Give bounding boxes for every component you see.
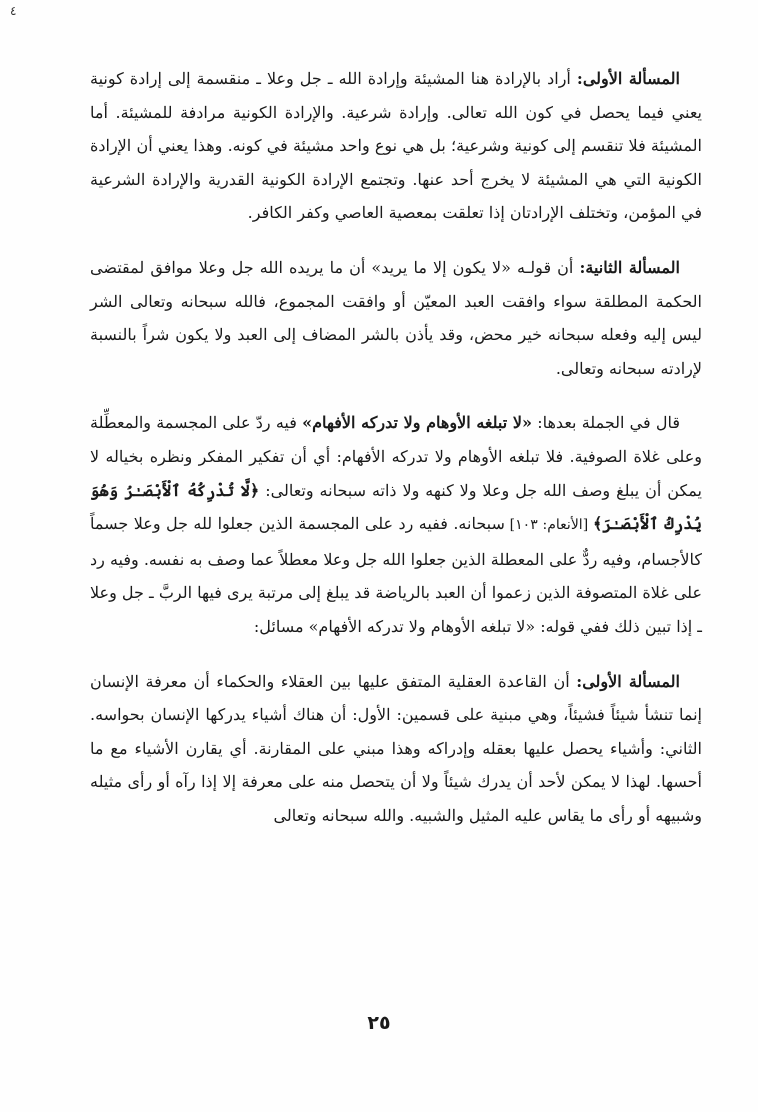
paragraph-commentary bbox=[90, 406, 702, 643]
paragraph-text: أراد بالإرادة هنا المشيئة وإرادة الله ـ جل وعلا ـ منقسمة إلى إرادة كونية يعني فيما يحصل في كون الله تعالى. وإرادة شرعية. والإرادة الكونية مرادفة للمشيئة. أما المشيئة فلا تنقسم إلى كونية وشرعية؛ بل هي نوع واحد مشيئة في كونه. وهذا يعني أن الإرادة الكونية التي هي المشيئة لا يخرج أحد عنها. وتجتمع الإرادة الكونية القدرية والإرادة الشرعية في المؤمن، وتختلف الإرادتان إذا تعلقت بمعصية العاصي وكفر الكافر. bbox=[90, 69, 703, 223]
paragraph-text: قال في الجملة بعدها: bbox=[532, 413, 681, 433]
paragraph-text: سبحانه. ففيه رد على المجسمة الذين جعلوا لله جل وعلا جسماً كالأجسام، وفيه ردٌّ على المعطلة الذين جعلوا الله جل وعلا معطلاً عما وصف به نفسه. وفيه رد على غلاة المتصوفة الذين زعموا أن العبد بالرياضة قد يبلغ إلى مرتبة يرى فيها الربَّ ـ جل وعلا ـ إذا تبين ذلك ففي قوله: «لا تبلغه الأوهام ولا تدركه الأفهام» مسائل: bbox=[90, 514, 702, 636]
paragraph-text: فيه ردّ على المجسمة والمعطِّلة وعلى غلاة الصوفية. فلا تبلغه الأوهام ولا تدركه الأفهام: أي أن تفكير المفكر ونظره بخياله لا يمكن أن يبلغ وصف الله جل وعلا ولا كنهه ولا ذاته سبحانه وتعالى: bbox=[90, 413, 702, 500]
paragraph-second-issue bbox=[90, 251, 702, 385]
bold-quotation: «لا تبلغه الأوهام ولا تدركه الأفهام» bbox=[302, 413, 533, 433]
paragraph-text: أن قولـه «لا يكون إلا ما يريد» أن ما يريده الله جل وعلا موافق لمقتضى الحكمة المطلقة سواء وافقت العبد المعيّن أو وافقت المجموع، فالله سبحانه وتعالى الشر ليس إليه وفعله سبحانه خير محض، وقد يأذن بالشر المضاف إلى العبد ولا يكون شراً بالنسبة لإرادته سبحانه وتعالى. bbox=[90, 257, 702, 378]
verse-reference: [الأنعام: ١٠٣] bbox=[504, 517, 593, 534]
issue-heading: المسألة الثانية: bbox=[579, 257, 681, 277]
paragraph-first-issue bbox=[90, 62, 702, 230]
issue-heading: المسألة الأولى: bbox=[576, 671, 680, 691]
page-number: ٢٥ bbox=[367, 1012, 391, 1034]
quran-verse: ﴿لَّا تُدْرِكُهُ ٱلْأَبْصَـٰرُ وَهُوَ يُدْرِكُ ٱلْأَبْصَـٰرَ﴾ bbox=[90, 480, 702, 534]
body-text bbox=[90, 62, 702, 832]
paragraph-first-issue-repeat bbox=[90, 665, 702, 833]
paragraph-text: أن القاعدة العقلية المتفق عليها بين العقلاء والحكماء أن معرفة الإنسان إنما تنشأ شيئاً فشيئاً، وهي مبنية على قسمين: الأول: أن هناك أشياء يدركها الإنسان بحواسه. الثاني: وأشياء يحصل عليها بعقله وإدراكه وهذا مبني على المقارنة. أي يقارن الأشياء مع ما أحسها. لهذا لا يمكن لأحد أن يدرك شيئاً ولا أن يتحصل منه على معرفة إلا إذا رآه أو رأى مثيله وشبيهه أو رأى ما يقاس عليه المثيل والشبيه. والله سبحانه وتعالى bbox=[90, 671, 702, 825]
issue-heading: المسألة الأولى: bbox=[576, 69, 681, 88]
corner-mark: ٤ bbox=[10, 4, 17, 18]
